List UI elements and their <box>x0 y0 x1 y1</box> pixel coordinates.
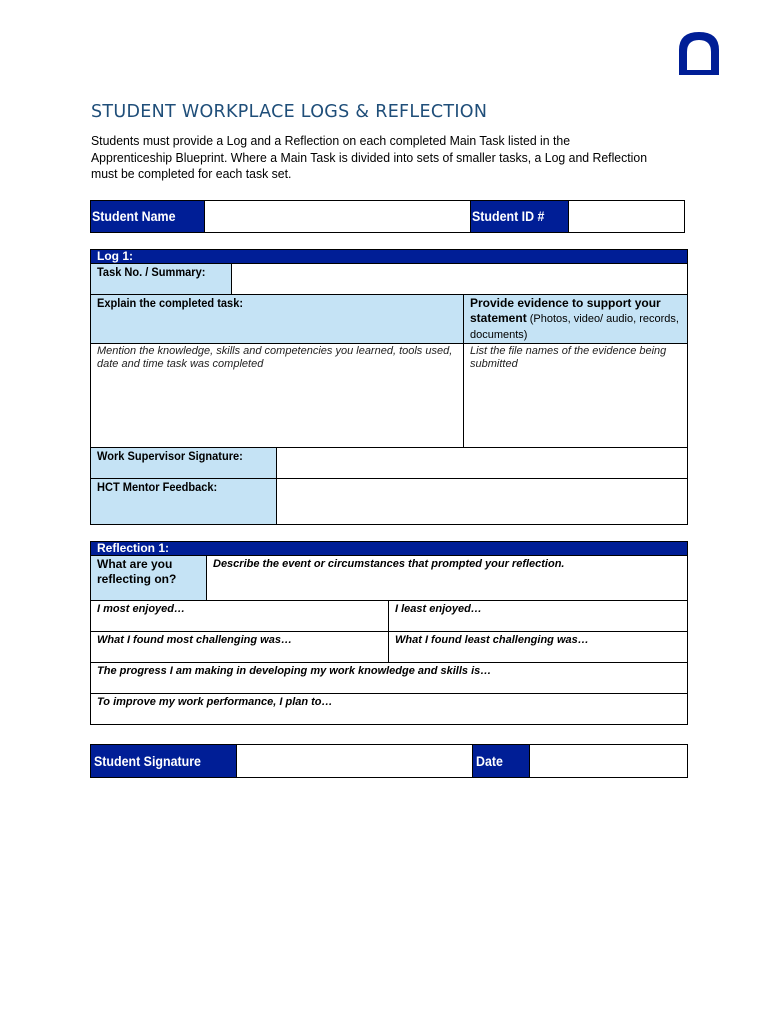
reflecting-on-field[interactable]: Describe the event or circumstances that prompted your reflection. <box>207 556 688 601</box>
student-id-field[interactable] <box>569 201 685 233</box>
mentor-feedback-field[interactable] <box>277 479 688 525</box>
supervisor-signature-label: Work Supervisor Signature: <box>91 448 277 479</box>
date-label: Date <box>473 745 530 778</box>
log-heading: Log 1: <box>91 250 688 264</box>
progress-field[interactable]: The progress I am making in developing my work knowledge and skills is… <box>91 663 688 694</box>
student-signature-label: Student Signature <box>91 745 237 778</box>
task-label: Task No. / Summary: <box>91 264 232 295</box>
most-challenging-field[interactable]: What I found most challenging was… <box>91 632 389 663</box>
least-enjoyed-field[interactable]: I least enjoyed… <box>389 601 688 632</box>
student-name-label: Student Name <box>91 201 205 233</box>
reflection-table <box>90 541 688 725</box>
intro-paragraph: Students must provide a Log and a Reflection on each completed Main Task listed in the Apprenticeship Blueprint. Where a Main Task is divided into sets of smaller tasks, a Log and Reflection must be completed for each task set. <box>91 133 648 181</box>
reflection-heading: Reflection 1: <box>91 542 688 556</box>
explain-label: Explain the completed task: <box>91 295 464 344</box>
supervisor-signature-field[interactable] <box>277 448 688 479</box>
reflecting-on-label: What are you reflecting on? <box>91 556 207 601</box>
explain-field[interactable]: Mention the knowledge, skills and competencies you learned, tools used, date and time task was completed <box>91 344 464 448</box>
student-signature-field[interactable] <box>237 745 473 778</box>
log-table <box>90 249 688 525</box>
improve-field[interactable]: To improve my work performance, I plan to… <box>91 694 688 725</box>
student-id-label: Student ID # <box>471 201 569 233</box>
most-enjoyed-field[interactable]: I most enjoyed… <box>91 601 389 632</box>
student-info-table <box>90 200 685 233</box>
signature-table <box>90 744 688 778</box>
evidence-field[interactable]: List the file names of the evidence being submitted <box>464 344 688 448</box>
least-challenging-field[interactable]: What I found least challenging was… <box>389 632 688 663</box>
student-name-field[interactable] <box>205 201 471 233</box>
mentor-feedback-label: HCT Mentor Feedback: <box>91 479 277 525</box>
arch-logo-icon <box>676 28 722 78</box>
date-field[interactable] <box>530 745 688 778</box>
evidence-label: Provide evidence to support your statement (Photos, video/ audio, records, documents) <box>464 295 688 344</box>
page-title: STUDENT WORKPLACE LOGS & REFLECTION <box>91 102 488 122</box>
task-field[interactable] <box>232 264 688 295</box>
